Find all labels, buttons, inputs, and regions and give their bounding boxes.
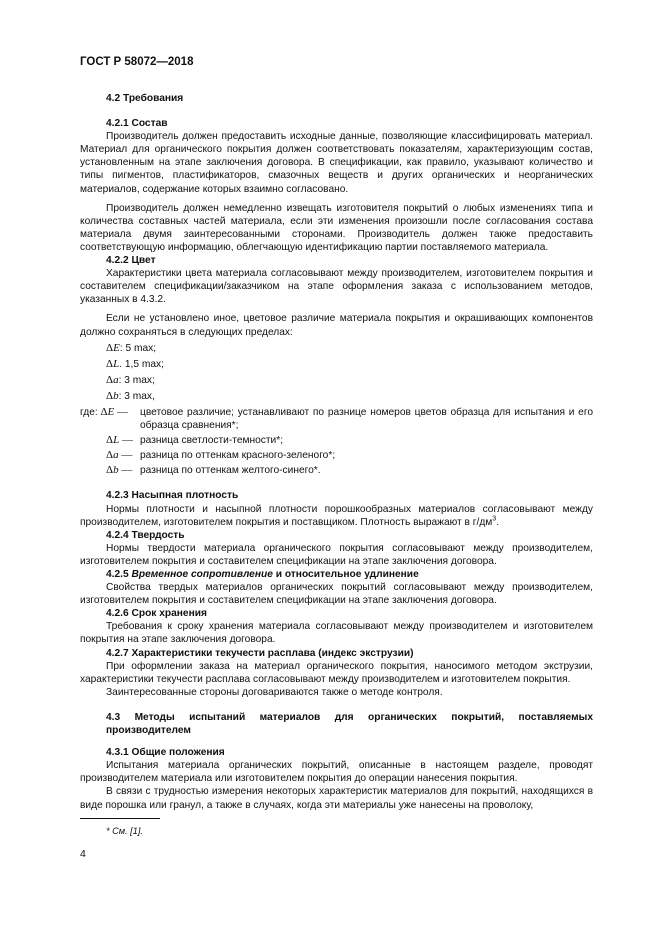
section-4-2-3-heading: 4.2.3 Насыпная плотность [106,490,239,502]
paragraph: Производитель должен предоставить исходные данные, позволяющие классифицировать материал. Материал для органического покрытия должен соответствовать показателям, характеризующим состав, установленным на этапе заключения договора. В спецификации, как правило, указывают количество и типы пигментов, пластификаторов, смазочных веществ и других органических и неорганических материалов, содержание которых взаимно согласовано. [80,131,593,195]
paragraph: Если не установлено иное, цветовое различие материала покрытия и окрашивающих компонентов должно сохраняться в следующих пределах: [80,313,593,338]
paragraph: Требования к сроку хранения материала согласовывают между производителем и изготовителем покрытия на этапе заключения договора. [80,621,593,646]
section-4-2-6-heading: 4.2.6 Срок хранения [106,608,207,620]
paragraph: Свойства твердых материалов органических покрытий согласовывают между производителем, изготовителем покрытия и составителем спецификации на этапе заключения договора. [80,582,593,607]
section-4-2-5-heading: 4.2.5 Временное сопротивление и относительное удлинение [106,569,419,580]
formula-line: Δa: 3 max; [106,373,155,386]
paragraph: Нормы плотности и насыпной плотности порошкообразных материалов согласовывают между производителем, изготовителем покрытия и поставщиком. Плотность выражают в $г/дм^3$. [80,503,593,528]
formula-line: ΔL. 1,5 max; [106,357,164,370]
formula-line: Δb: 3 max, [106,389,155,402]
where-row: ΔL — разница светлости-темности*; [106,434,284,447]
color-limits-list [80,342,593,403]
main-content [80,92,593,812]
section-4-2-7-heading: 4.2.7 Характеристики текучести расплава (индекс экструзии) [106,647,414,659]
footnote-divider [80,818,160,819]
paragraph: При оформлении заказа на материал органического покрытия, наносимого методом экструзии, характеристики текучести расплава согласовывают между производителем и изготовителем покрытия. [80,660,593,685]
formula-line: ΔE: 5 max; [106,341,157,354]
section-4-2-1-heading: 4.2.1 Состав [106,118,168,130]
page-number: 4 [80,848,86,860]
section-4-3-1-heading: 4.3.1 Общие положения [106,747,225,759]
paragraph: Заинтересованные стороны договариваются также о методе контроля. [106,686,443,698]
section-4-2-2-heading: 4.2.2 Цвет [106,255,156,267]
standard-header: ГОСТ Р 58072—2018 [80,56,194,68]
where-definitions [80,406,593,477]
paragraph: Производитель должен немедленно извещать изготовителя покрытий о любых изменениях типа и количества составных частей материала, если эти изменения произошли после согласования состава материала двумя заинтересованными сторонами. Производитель должен также предоставить соответствующую информацию, облегчающую идентификацию партии поставляемого материала. [80,202,593,253]
paragraph: Характеристики цвета материала согласовывают между производителем, изготовителем покрытия и составителем спецификации/заказчиком на этапе оформления заказа с использованием методов, указанных в 4.3.2. [80,268,593,306]
section-4-2-heading: 4.2 Требования [106,93,184,104]
where-row: Δb — разница по оттенкам желтого-синего*. [106,464,321,477]
section-4-2-4-heading: 4.2.4 Твердость [106,529,185,541]
where-row: Δa — разница по оттенкам красного-зеленого*; [106,449,336,462]
section-4-3-heading: 4.3 Методы испытаний материалов для органических покрытий, поставляемых производителем [106,711,593,737]
footnote: * См. [1]. [106,826,143,836]
paragraph: В связи с трудностью измерения некоторых характеристик материалов для покрытий, находящихся в виде порошка или гранул, а также в случаях, когда эти материалы уже нанесены на проволоку, [80,786,593,811]
where-row: где: ΔE — цветовое различие; устанавливают по разнице номеров цветов образца для испытания и его образца сравнения*; [80,405,593,432]
paragraph: Нормы твердости материала органического покрытия согласовывают между производителем, изготовителем покрытия и составителем спецификации на этапе заключения договора. [80,542,593,567]
paragraph: Испытания материала органических покрытий, описанные в настоящем разделе, проводят производителем материала или изготовителем покрытия до операции нанесения покрытия. [80,760,593,785]
